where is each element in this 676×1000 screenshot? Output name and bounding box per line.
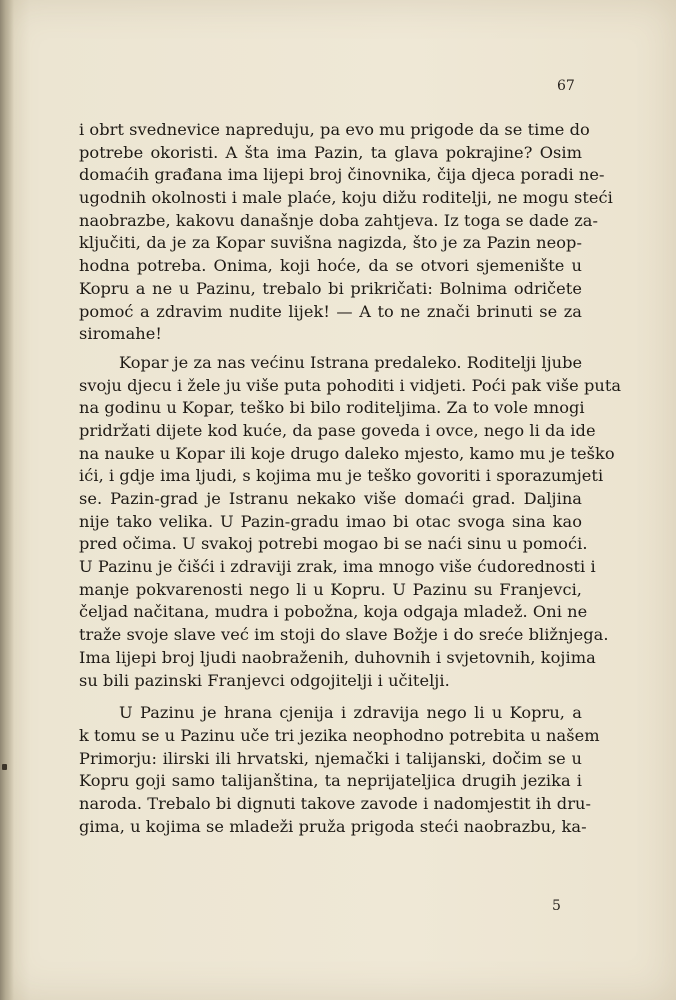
paragraph-1 — [79, 119, 613, 346]
text-line: ići, i gdje ima ljudi, s kojima mu je teško govoriti i sporazumjeti — [79, 466, 604, 486]
text-line: na nauke u Kopar ili koje drugo daleko mjesto, kamo mu je teško — [79, 443, 615, 463]
text-line: Ima lijepi broj ljudi naobraženih, duhovnih i svjetovnih, kojima — [79, 647, 596, 667]
text-line: U Pazinu je hrana cjenija i zdravija nego li u Kopru, a — [119, 703, 582, 723]
text-line: U Pazinu je čišći i zdraviji zrak, ima mnogo više ćudorednosti i — [79, 557, 596, 577]
text-line: Kopru goji samo talijanština, ta neprijateljica drugih jezika i — [79, 771, 582, 791]
text-line: na godinu u Kopar, teško bi bilo roditeljima. Za to vole mnogi — [79, 398, 585, 418]
text-line: čeljad načitana, mudra i pobožna, koja odgaja mladež. Oni ne — [79, 602, 588, 622]
signature-mark: 5 — [552, 898, 561, 914]
text-line: k tomu se u Pazinu uče tri jezika neophodno potrebita u našem — [79, 725, 600, 745]
page-number: 67 — [557, 78, 575, 94]
text-line: traže svoje slave već im stoji do slave Božje i do sreće bližnjega. — [79, 625, 609, 645]
text-line: siromahe! — [79, 324, 162, 344]
text-line: su bili pazinski Franjevci odgojitelji i učitelji. — [79, 670, 450, 690]
text-line: pomoć a zdravim nudite lijek! — A to ne znači brinuti se za — [79, 301, 582, 321]
text-line: pridržati dijete kod kuće, da pase goveda i ovce, nego li da ide — [79, 420, 596, 440]
text-line: Kopar je za nas većinu Istrana predaleko. Roditelji ljube — [119, 352, 583, 372]
text-line: i obrt svednevice napreduju, pa evo mu prigode da se time do — [79, 120, 590, 139]
text-line: nije tako velika. U Pazin-gradu imao bi otac svoga sina kao — [79, 511, 582, 531]
page-edge-mark — [2, 764, 7, 770]
text-line: ključiti, da je za Kopar suvišna nagizda, što je za Pazin neop- — [79, 233, 582, 253]
paragraph-3 — [79, 702, 600, 838]
text-line: pred očima. U svakoj potrebi mogao bi se naći sinu u pomoći. — [79, 534, 588, 554]
body-text — [79, 119, 622, 838]
text-line: naroda. Trebalo bi dignuti takove zavode i nadomjestit ih dru- — [79, 793, 592, 813]
text-line: potrebe okoristi. A šta ima Pazin, ta glava pokrajine? Osim — [79, 142, 582, 162]
text-line: domaćih građana ima lijepi broj činovnika, čija djeca poradi ne- — [79, 165, 605, 185]
text-line: manje pokvarenosti nego li u Kopru. U Pazinu su Franjevci, — [79, 579, 582, 599]
text-line: ugodnih okolnosti i male plaće, koju dižu roditelji, ne mogu steći — [79, 188, 613, 208]
text-line: hodna potreba. Onima, koji hoće, da se otvori sjemenište u — [79, 256, 582, 276]
page-binding-shadow — [0, 0, 14, 1000]
text-line: se. Pazin-grad je Istranu nekako više domaći grad. Daljina — [79, 489, 582, 508]
paragraph-2 — [79, 352, 622, 692]
text-line: gima, u kojima se mladeži pruža prigoda steći naobrazbu, ka- — [79, 816, 587, 836]
text-line: svoju djecu i žele ju više puta pohoditi i vidjeti. Poći pak više puta — [79, 375, 622, 395]
text-line: naobrazbe, kakovu današnje doba zahtjeva. Iz toga se dade za- — [79, 210, 599, 230]
text-line: Primorju: ilirski ili hrvatski, njemački i talijanski, dočim se u — [79, 748, 582, 768]
text-line: Kopru a ne u Pazinu, trebalo bi prikričati: Bolnima odričete — [79, 278, 582, 298]
